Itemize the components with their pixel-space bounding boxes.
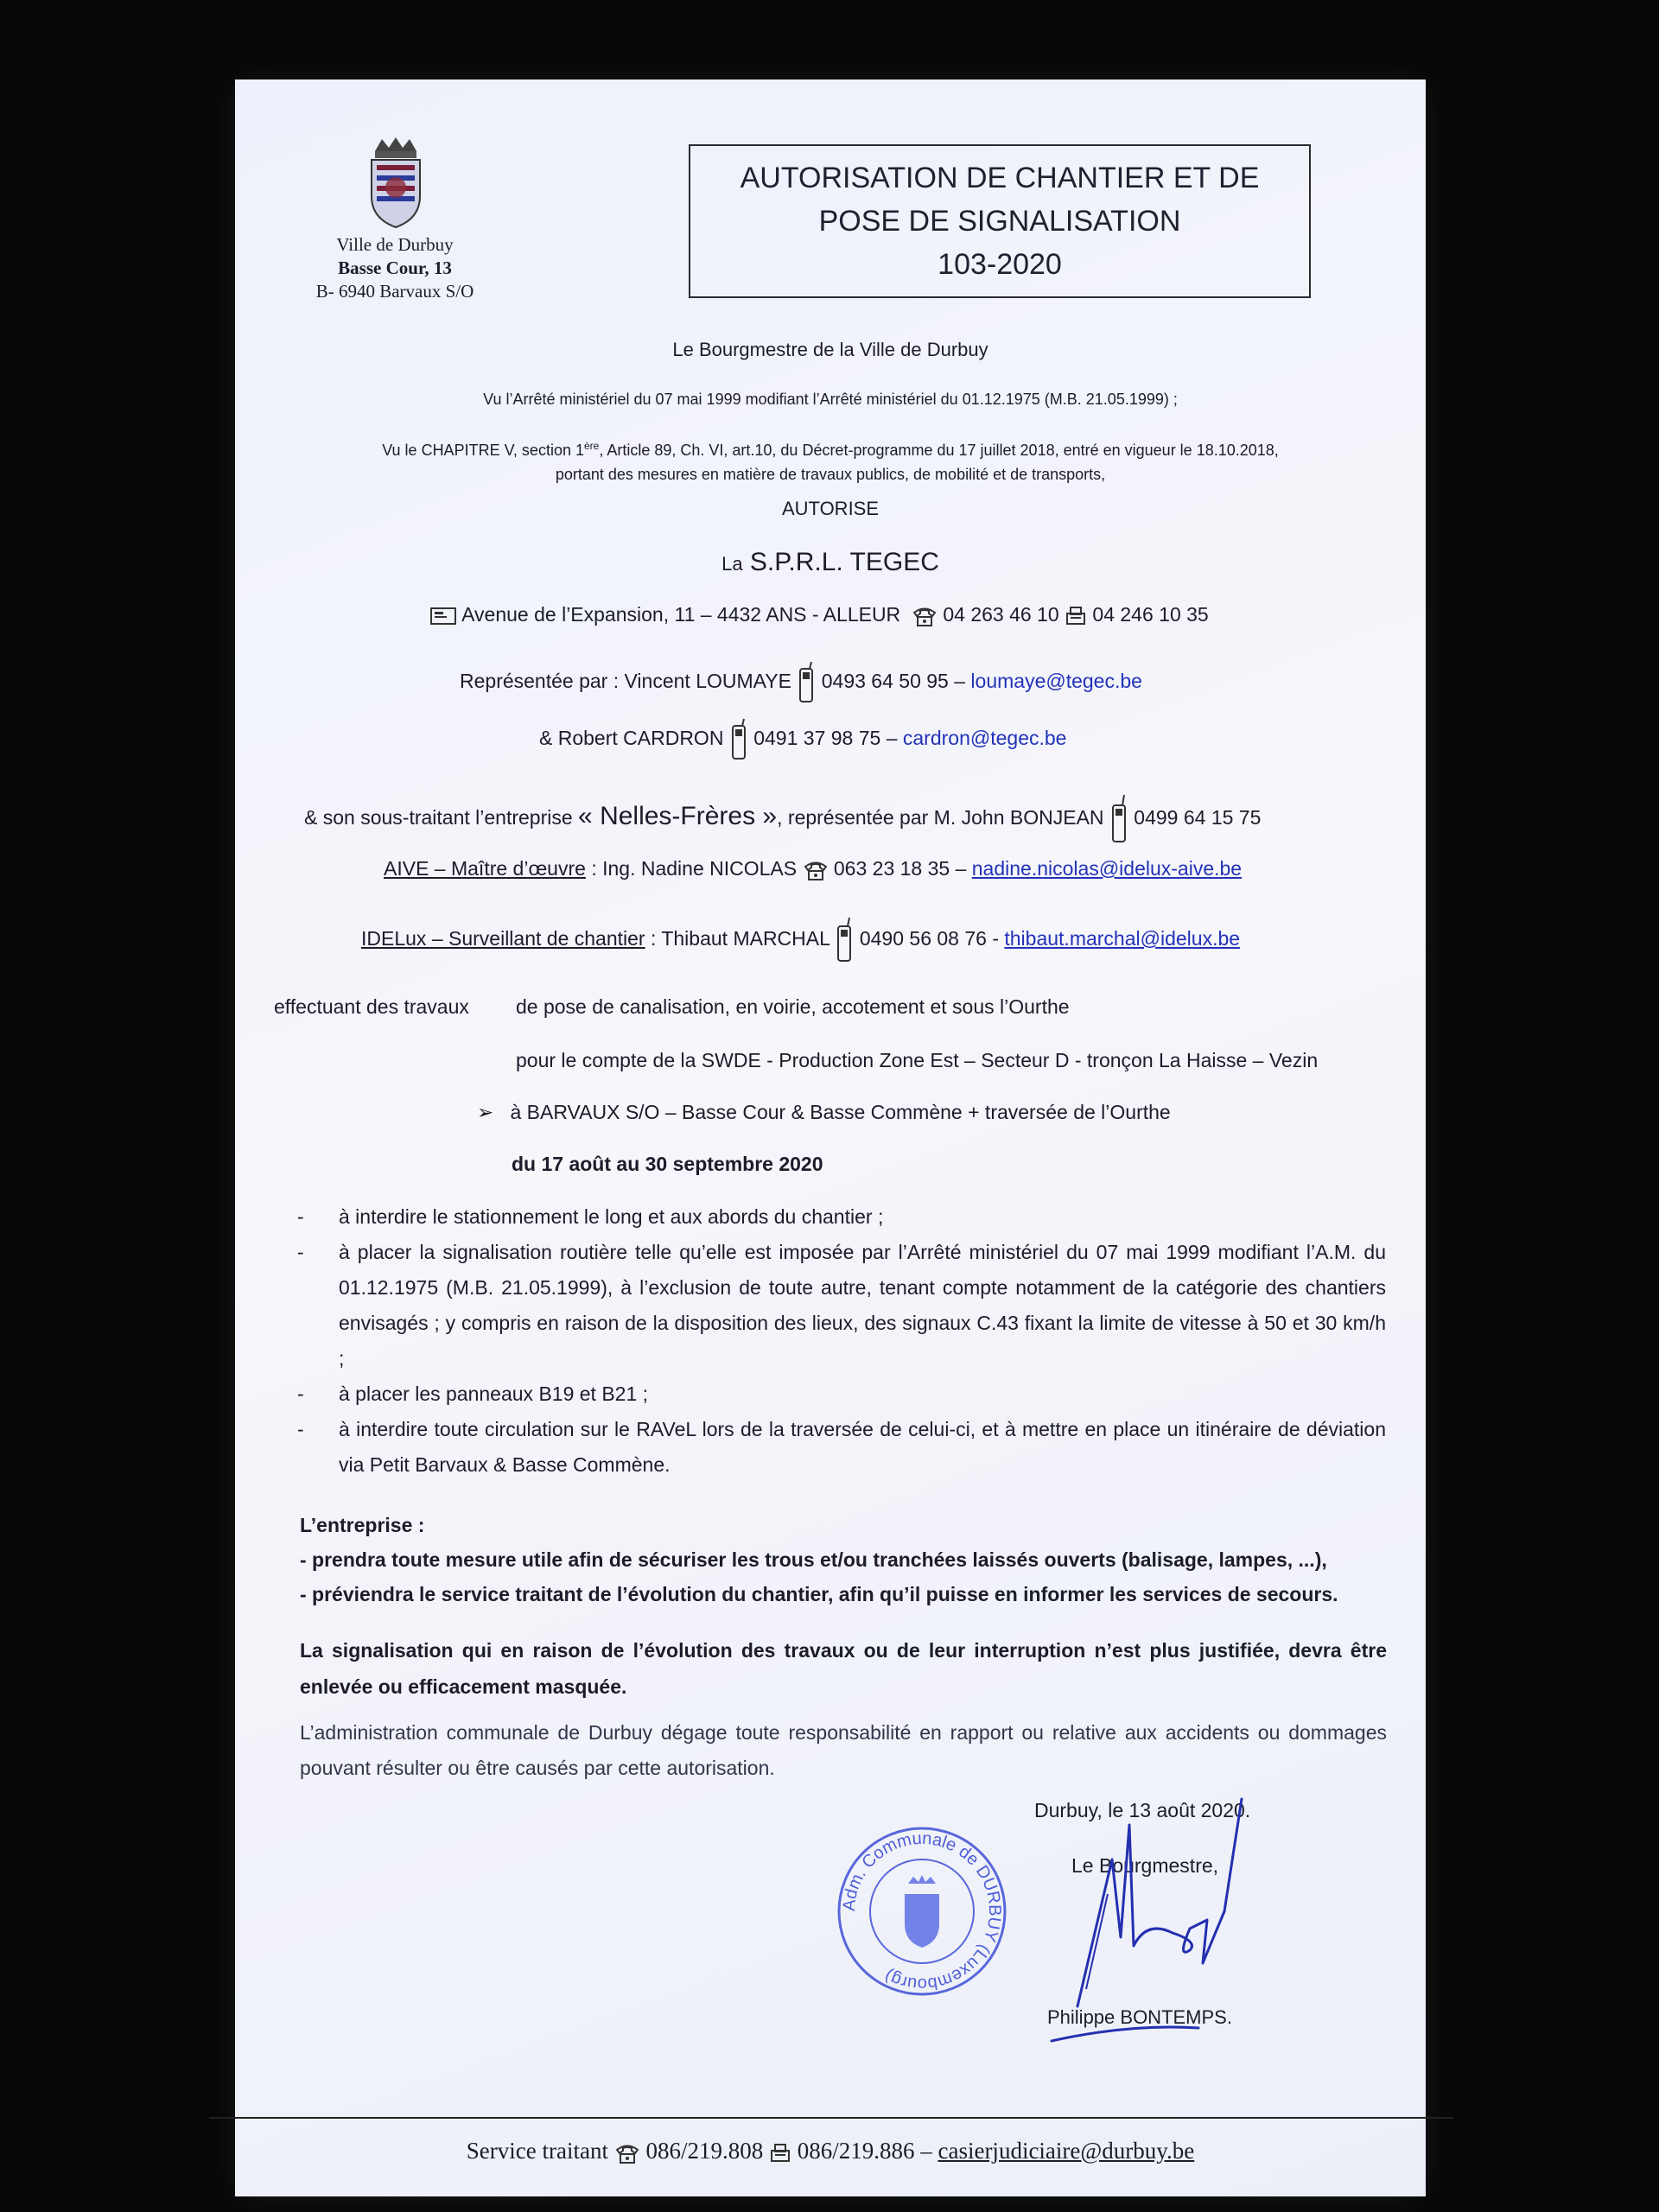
mail-icon: [429, 606, 457, 626]
title-line-2: POSE DE SIGNALISATION: [818, 205, 1181, 238]
list-item: - à placer la signalisation routière telle qu’elle est imposée par l’Arrêté ministériel du 07 mai 1999 modifiant l’A.M. du 01.12.1975 (M.B. 21.05.1999), à l’exclusion de toute autre, tenant compte notamment de la catégorie des chantiers envisagés ; y compris en raison de la disposition des lieux, des signaux C.43 fixant la limite de vitesse à 50 et 30 km/h ;: [297, 1241, 1386, 1370]
representative-1-email[interactable]: loumaye@tegec.be: [970, 670, 1142, 693]
works-dates: du 17 août au 30 septembre 2020: [512, 1153, 823, 1175]
company-name: S.P.R.L. TEGEC: [749, 548, 939, 576]
company-prefix: La: [721, 553, 743, 575]
town-street: Basse Cour, 13: [338, 257, 452, 278]
footer-phone: 086/219.808: [645, 2138, 764, 2164]
footer-service-line: [235, 2138, 1426, 2164]
liability-disclaimer: L’administration communale de Durbuy dégage toute responsabilité en rapport ou relative aux accidents ou dommages pouvant résulter ou être causés par cette autorisation.: [300, 1721, 1387, 1779]
representative-2-mobile: 0491 37 98 75 –: [753, 727, 898, 750]
signalisation-notice: La signalisation qui en raison de l’évolution des travaux ou de leur interruption n’est plus justifiée, devra être enlevée ou efficacement masquée.: [300, 1639, 1387, 1698]
legal-ref-2-part-c: portant des mesures en matière de travaux publics, de mobilité et de transports,: [555, 466, 1106, 483]
representative-2-name: & Robert CARDRON: [539, 727, 724, 750]
aive-contact-line: [384, 857, 1242, 881]
crest-icon: [365, 136, 427, 231]
condition-text: à placer la signalisation routière telle qu’elle est imposée par l’Arrêté ministériel du 07 mai 1999 modifiant l’A.M. du 01.12.1975 (M.B. 21.05.1999), à l’exclusion de toute autre, tenant compte notamment de la catégorie des chantiers envisagés ; y compris en raison de la disposition des lieux, des signaux C.43 fixant la limite de vitesse à 50 et 30 km/h ;: [339, 1241, 1386, 1370]
signature-place-date: Durbuy, le 13 août 2020.: [1034, 1799, 1251, 1821]
aive-name: : Ing. Nadine NICOLAS: [591, 857, 798, 880]
authorizes-heading: AUTORISE: [781, 498, 880, 519]
company-name-line: [235, 548, 1426, 577]
mobile-icon: [797, 660, 816, 705]
condition-text: à interdire le stationnement le long et aux abords du chantier ;: [339, 1205, 884, 1228]
condition-text: à interdire toute circulation sur le RAVeL lors de la traversée de celui-ci, et à mettre en place un itinéraire de déviation via Petit Barvaux & Basse Commène.: [339, 1418, 1386, 1476]
footer-divider: [209, 2117, 1453, 2119]
aive-phone: 063 23 18 35 –: [833, 857, 967, 880]
idelux-role: IDELux – Surveillant de chantier: [361, 927, 645, 950]
phone-icon: [614, 2142, 640, 2164]
works-description: de pose de canalisation, en voirie, accotement et sous l’Ourthe: [516, 995, 1070, 1018]
subcontractor-line: [304, 793, 1261, 845]
subcontractor-representative: , représentée par M. John BONJEAN: [777, 806, 1104, 830]
company-fax: 04 246 10 35: [1092, 603, 1209, 626]
issuer-line: Le Bourgmestre de la Ville de Durbuy: [672, 339, 988, 360]
works-client: pour le compte de la SWDE - Production Zone Est – Secteur D - tronçon La Haisse – Vezin: [516, 1049, 1319, 1071]
legal-reference-2: [235, 434, 1426, 486]
works-location-text: à BARVAUX S/O – Basse Cour & Basse Commène + traversée de l’Ourthe: [510, 1101, 1171, 1123]
phone-icon: [912, 605, 938, 627]
fax-icon: [769, 2142, 791, 2164]
document-title-box: [689, 144, 1311, 298]
obligation-1: - prendra toute mesure utile afin de sécuriser les trous et/ou tranchées laissés ouverts (balisage, lampes, ...),: [300, 1548, 1327, 1571]
subcontractor-mobile: 0499 64 15 75: [1134, 806, 1262, 830]
aive-role: AIVE – Maître d’œuvre: [384, 857, 586, 880]
title-line-1: AUTORISATION DE CHANTIER ET DE: [740, 162, 1260, 194]
town-name: Ville de Durbuy: [336, 234, 454, 255]
obligation-2: - préviendra le service traitant de l’évolution du chantier, afin qu’il puisse en informer les services de secours.: [300, 1583, 1338, 1605]
list-item: - à interdire le stationnement le long et aux abords du chantier ;: [297, 1205, 884, 1228]
mobile-icon: [729, 717, 748, 762]
representative-2-line: [539, 717, 1066, 762]
footer-label: Service traitant: [466, 2138, 608, 2164]
signatory-role: Le Bourgmestre,: [1071, 1854, 1219, 1877]
footer-email[interactable]: casierjudiciaire@durbuy.be: [938, 2138, 1195, 2164]
town-address-block: [287, 233, 503, 303]
idelux-mobile: 0490 56 08 76 -: [859, 927, 999, 950]
obligations-heading: L’entreprise :: [300, 1514, 425, 1536]
legal-ref-2-sup: ère: [583, 440, 600, 452]
aive-email[interactable]: nadine.nicolas@idelux-aive.be: [971, 857, 1243, 880]
phone-icon: [803, 859, 829, 881]
condition-text: à placer les panneaux B19 et B21 ;: [339, 1382, 649, 1405]
idelux-contact-line: [361, 916, 1240, 964]
footer-fax: 086/219.886 –: [797, 2138, 932, 2164]
company-address: Avenue de l’Expansion, 11 – 4432 ANS - ALLEUR: [461, 603, 901, 626]
subcontractor-prefix: & son sous-traitant l’entreprise: [304, 806, 573, 830]
representative-1-name: Représentée par : Vincent LOUMAYE: [460, 670, 791, 693]
idelux-email[interactable]: thibaut.marchal@idelux.be: [1004, 927, 1241, 950]
mobile-icon: [835, 916, 854, 964]
legal-reference-1: Vu l’Arrêté ministériel du 07 mai 1999 modifiant l’Arrêté ministériel du 01.12.1975 (M.B. 21.05.1999) ;: [483, 391, 1178, 408]
document-page: [235, 79, 1426, 2196]
company-phone: 04 263 46 10: [943, 603, 1059, 626]
representative-1-mobile: 0493 64 50 95 –: [821, 670, 966, 693]
municipal-stamp: [836, 1825, 1008, 1998]
works-label: effectuant des travaux: [274, 995, 469, 1018]
subcontractor-name: « Nelles-Frères »: [578, 802, 778, 831]
stamp-text: Adm. Communale de DURBUY (Luxembourg): [839, 1828, 1005, 1994]
idelux-name: : Thibaut MARCHAL: [650, 927, 830, 950]
works-location: [477, 1101, 1171, 1124]
town-city: B- 6940 Barvaux S/O: [315, 281, 474, 302]
list-item: - à placer les panneaux B19 et B21 ;: [297, 1382, 649, 1405]
title-number: 103-2020: [938, 248, 1062, 281]
list-item: - à interdire toute circulation sur le RAVeL lors de la traversée de celui-ci, et à mettre en place un itinéraire de déviation via Petit Barvaux & Basse Commène.: [297, 1418, 1386, 1476]
legal-ref-2-part-a: Vu le CHAPITRE V, section 1: [382, 442, 584, 459]
legal-ref-2-part-b: , Article 89, Ch. VI, art.10, du Décret-programme du 17 juillet 2018, entré en vigueur le 18.10.2018,: [599, 442, 1279, 459]
conditions-list: [297, 1199, 1386, 1483]
mobile-icon: [1109, 793, 1128, 845]
representative-1-line: [460, 660, 1142, 705]
fax-icon: [1065, 605, 1087, 627]
arrow-bullet-icon: ➢: [477, 1101, 494, 1123]
representative-2-email[interactable]: cardron@tegec.be: [902, 727, 1067, 750]
company-address-line: [429, 603, 1209, 627]
signatory-name: Philippe BONTEMPS.: [1047, 2006, 1232, 2028]
